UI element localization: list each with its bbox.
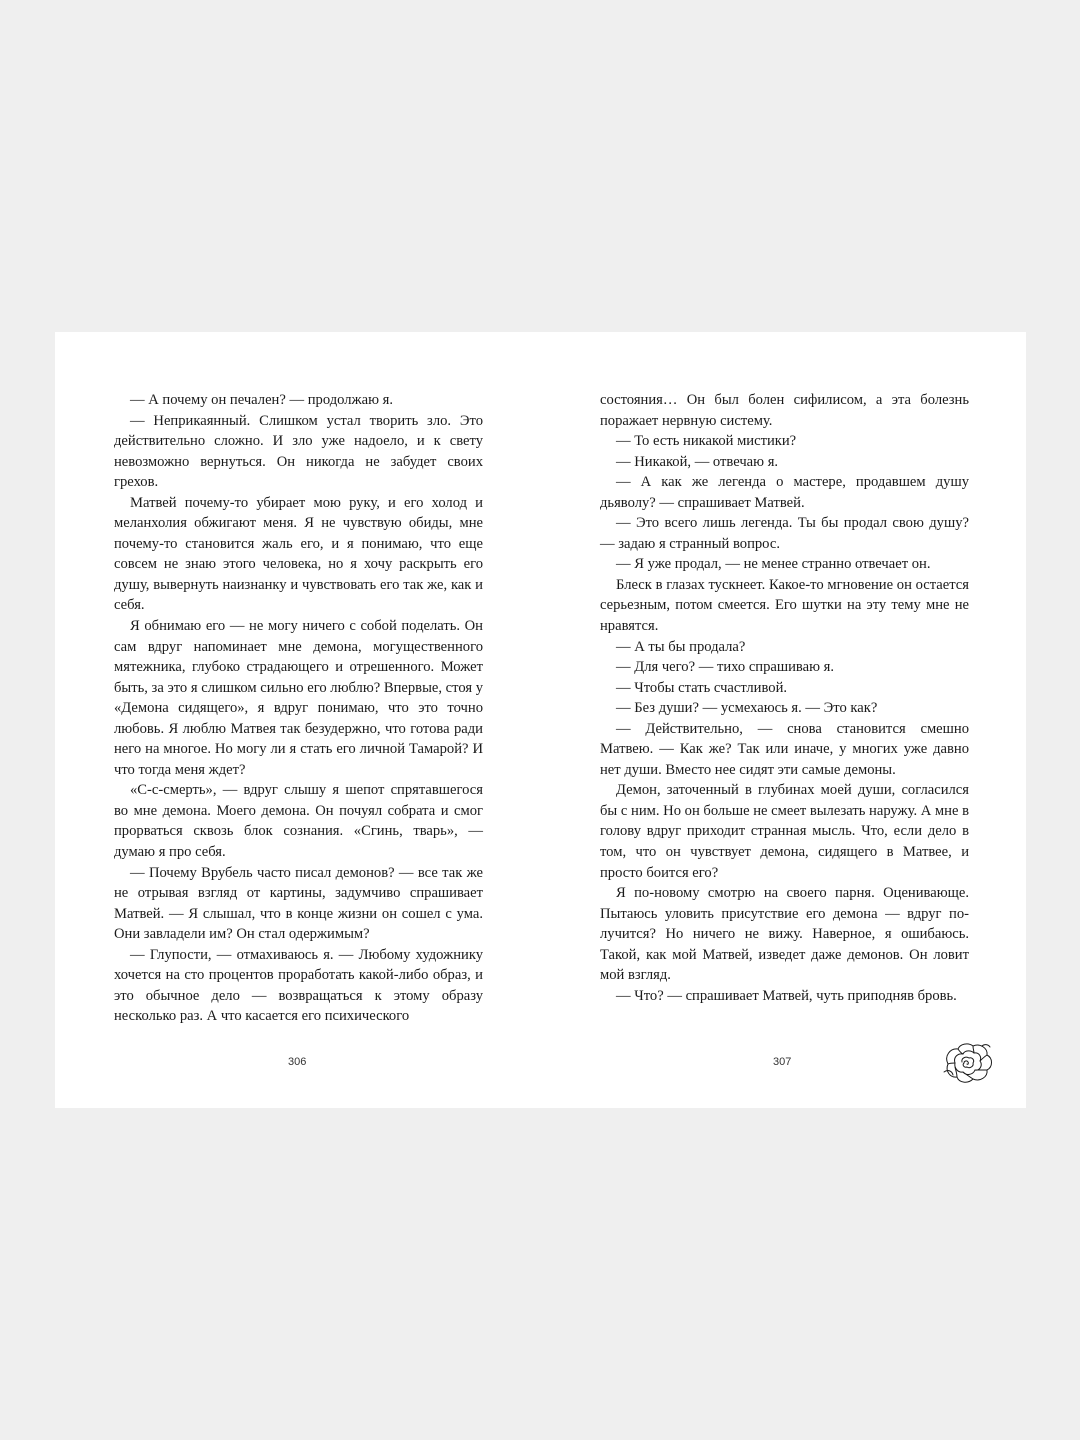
left-page-text bbox=[114, 390, 483, 1027]
paragraph-continuation: состояния… Он был болен сифилисом, а эта болезнь поражает нервную систему. bbox=[600, 392, 969, 429]
page-number-left: 306 bbox=[288, 1056, 307, 1068]
right-page-text bbox=[600, 390, 969, 1006]
paragraph: Я по-новому смотрю на своего парня. Оценивающе. Пытаюсь уловить присутствие его демона — вдруг получится? Но ничего не вижу. Наверное, я ошибаюсь. Такой, как мой Матвей, изведет даже демонов. Он ловит мой взгляд. bbox=[600, 885, 969, 984]
paragraph: — Неприкаянный. Слишком устал творить зло. Это действительно сложно. И зло уже надоело, и к свету невозможно вернуться. Он никогда не забудет своих грехов. bbox=[114, 412, 483, 491]
page-number-right: 307 bbox=[773, 1056, 792, 1068]
paragraph: — А как же легенда о мастере, продавшем душу дьяволу? — спрашивает Матвей. bbox=[600, 474, 969, 511]
paragraph: — Почему Врубель часто писал демонов? — все так же не отрывая взгляд от картины, задумчиво спрашивает Матвей. — Я слышал, что в конце жизни он сошел с ума. Они завладели им? Он стал одержимым? bbox=[114, 864, 483, 943]
paragraph: — Для чего? — тихо спрашиваю я. bbox=[616, 659, 835, 676]
paragraph: — Что? — спрашивает Матвей, чуть приподняв бровь. bbox=[616, 987, 957, 1004]
paragraph: Я обнимаю его — не могу ничего с собой поделать. Он сам вдруг напоминает мне демона, могущественного мятежника, глубоко страдающего и отрешенного. Может быть, за это я слишком сильно его люблю? Впервые, стоя у «Демона сидящего», я вдруг понимаю, что это точно любовь. Я люблю Матвея так безудержно, что готова ради него на многое. Но могу ли я стать его личной Тамарой? И что тогда меня ждет? bbox=[114, 618, 483, 778]
paragraph: Матвей почему-то убирает мою руку, и его холод и меланхолия обжигают меня. Я не чувствую обиды, мне почему-то становится жаль его, и я понимаю, что еще совсем не знаю этого человека, но я хочу раскрыть его душу, вывернуть наизнанку и чувствовать его так же, как и себя. bbox=[114, 494, 483, 614]
rose-icon bbox=[940, 1038, 996, 1086]
paragraph: — Никакой, — отвечаю я. bbox=[616, 453, 779, 470]
book-spread bbox=[55, 332, 1026, 1108]
paragraph: Блеск в глазах тускнеет. Какое-то мгновение он остается серьезным, потом смеется. Его шутки на эту тему мне не нравятся. bbox=[600, 576, 969, 635]
paragraph: — А почему он печален? — продолжаю я. bbox=[130, 392, 393, 408]
paragraph: Демон, заточенный в глубинах моей души, согласился бы с ним. Но он больше не смеет вылезать наружу. А мне в голову вдруг приходит странная мысль. Что, если дело в том, что он чувствует демона, сидящего в Матвее, и просто боится его? bbox=[600, 782, 969, 881]
paragraph: — Это всего лишь легенда. Ты бы продал свою душу? — задаю я странный вопрос. bbox=[600, 515, 969, 552]
paragraph: — Действительно, — снова становится смешно Матвею. — Как же? Так или иначе, у многих уже давно нет души. Вместо нее сидят эти самые демоны. bbox=[600, 720, 969, 778]
paragraph: — А ты бы продала? bbox=[616, 638, 746, 655]
paragraph: «С-с-смерть», — вдруг слышу я шепот спрятавшегося во мне демона. Моего демона. Он почуял собрата и смог прорваться сквозь блок сознания. «Сгинь, тварь», — думаю я про себя. bbox=[114, 782, 483, 861]
paragraph: — Без души? — усмехаюсь я. — Это как? bbox=[616, 700, 878, 717]
paragraph: — Я уже продал, — не менее странно отвечает он. bbox=[616, 556, 931, 573]
paragraph: — То есть никакой мистики? bbox=[616, 433, 797, 450]
paragraph: — Чтобы стать счастливой. bbox=[616, 679, 788, 696]
paragraph: — Глупости, — отмахиваюсь я. — Любому художнику хочется на сто процентов проработать какой-либо образ, и это обычное дело — возвращаться к этому образу несколько раз. А что касается его психического bbox=[114, 946, 483, 1025]
